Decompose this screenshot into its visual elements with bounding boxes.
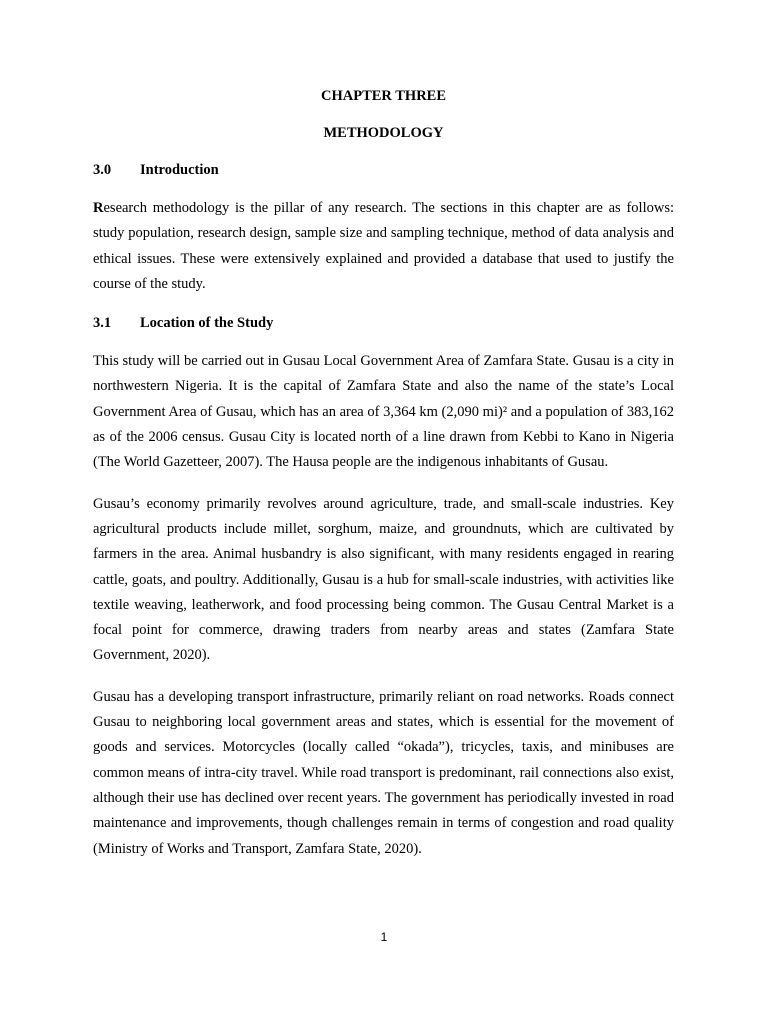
location-paragraph-1: This study will be carried out in Gusau Local Government Area of Zamfara State. Gusau is a city in northwestern Nigeria. It is the capital of Zamfara State and also the name of the state’s Local Government Area of Gusau, which has an area of 3,364 km (2,090 mi)² and a population of 383,162 as of the 2006 census. Gusau City is located north of a line drawn from Kebbi to Kano in Nigeria (The World Gazetteer, 2007). The Hausa people are the indigenous inhabitants of Gusau.	[93, 353, 674, 471]
intro-first-letter: R	[93, 200, 104, 216]
chapter-subtitle: METHODOLOGY	[323, 125, 444, 141]
intro-paragraph	[93, 196, 674, 297]
intro-paragraph-text: esearch methodology is the pillar of any research. The sections in this chapter are as follows: study population, research design, sample size and sampling technique, method of data analysis and ethical issues. These were extensively explained and provided a database that used to justify the course of the study.	[93, 200, 674, 292]
section-number: 3.0	[93, 162, 112, 178]
page-number: 1	[380, 930, 388, 944]
section-title: Location of the Study	[140, 315, 274, 332]
location-paragraph-2: Gusau’s economy primarily revolves around agriculture, trade, and small-scale industries. Key agricultural products include millet, sorghum, maize, and groundnuts, which are cultivated by farmers in the area. Animal husbandry is also significant, with many residents engaged in rearing cattle, goats, and poultry. Additionally, Gusau is a hub for small-scale industries, with activities like textile weaving, leatherwork, and food processing being common. The Gusau Central Market is a focal point for commerce, drawing traders from nearby areas and states (Zamfara State Government, 2020).	[93, 495, 674, 664]
section-title: Introduction	[140, 162, 219, 178]
section-heading-introduction	[93, 160, 674, 180]
section-heading-location	[93, 313, 674, 333]
section-number: 3.1	[93, 315, 112, 332]
location-paragraph-3: Gusau has a developing transport infrastructure, primarily reliant on road networks. Roads connect Gusau to neighboring local government areas and states, which is essential for the movement of goods and services. Motorcycles (locally called “okada”), tricycles, taxis, and minibuses are common means of intra-city travel. While road transport is predominant, rail connections also exist, although their use has declined over recent years. The government has periodically invested in road maintenance and improvements, though challenges remain in terms of congestion and road quality (Ministry of Works and Transport, Zamfara State, 2020).	[93, 688, 674, 857]
chapter-title: CHAPTER THREE	[320, 88, 447, 104]
document-page	[93, 86, 674, 878]
